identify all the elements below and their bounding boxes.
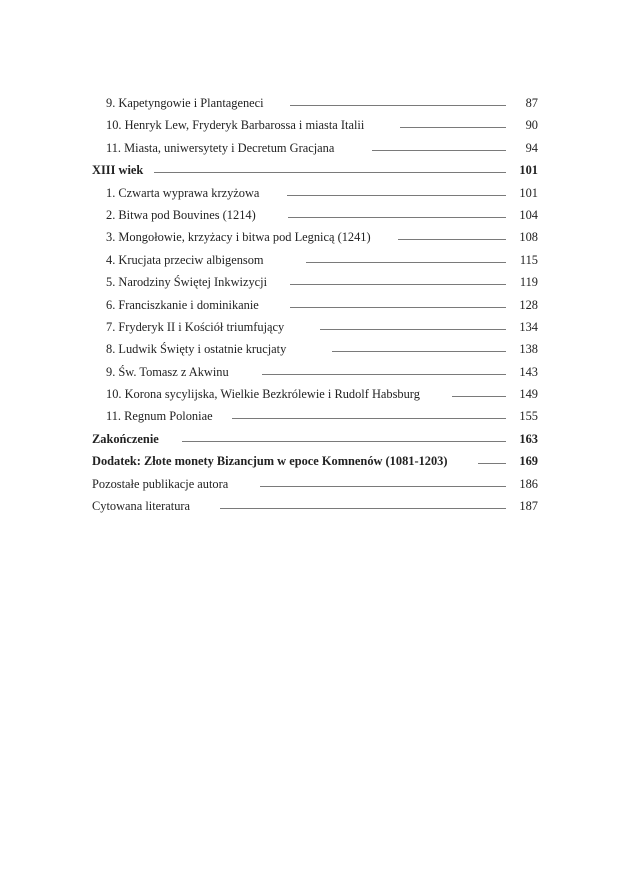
toc-chapter-entry xyxy=(92,428,538,450)
toc-leader-line xyxy=(332,351,506,352)
toc-leader-line xyxy=(262,374,506,375)
toc-leader-line xyxy=(154,172,506,173)
toc-entry xyxy=(92,204,538,226)
toc-entry-page: 128 xyxy=(519,297,538,312)
toc-leader-line xyxy=(320,329,506,330)
toc-leader-line xyxy=(306,262,506,263)
toc-chapter-title: XIII wiek xyxy=(92,163,144,178)
toc-entry-title: 4. Krucjata przeciw albigensom xyxy=(106,252,264,267)
toc-leader-line xyxy=(290,284,506,285)
toc-entry-page: 115 xyxy=(519,252,538,267)
toc-leader-line xyxy=(260,486,506,487)
toc-entry xyxy=(92,338,538,360)
toc-entry-page: 90 xyxy=(525,118,538,133)
toc-entry-page: 108 xyxy=(519,230,538,245)
toc-entry xyxy=(92,114,538,136)
toc-chapter-page: 101 xyxy=(519,163,538,178)
toc-chapter-page: 169 xyxy=(519,454,538,469)
toc-leader-line xyxy=(452,396,506,397)
toc-entry xyxy=(92,182,538,204)
toc-entry-page: 149 xyxy=(519,387,538,402)
toc-leader-line xyxy=(182,441,506,442)
toc-entry-title: 7. Fryderyk II i Kościół triumfujący xyxy=(106,319,285,334)
toc-entry-title: 2. Bitwa pod Bouvines (1214) xyxy=(106,207,256,222)
toc-entry-page: 101 xyxy=(519,185,538,200)
table-of-contents xyxy=(92,92,538,517)
toc-entry xyxy=(92,316,538,338)
toc-entry-title: 6. Franciszkanie i dominikanie xyxy=(106,297,259,312)
toc-leader-line xyxy=(400,127,506,128)
toc-entry-title: 1. Czwarta wyprawa krzyżowa xyxy=(106,185,260,200)
toc-entry-title: 5. Narodziny Świętej Inkwizycji xyxy=(106,275,268,290)
toc-entry-title: 3. Mongołowie, krzyżacy i bitwa pod Legnicą (1241) xyxy=(106,230,371,245)
toc-entry xyxy=(92,137,538,159)
toc-entry xyxy=(92,361,538,383)
toc-entry-title: 11. Miasta, uniwersytety i Decretum Gracjana xyxy=(106,140,335,155)
toc-leader-line xyxy=(220,508,506,509)
toc-entry xyxy=(92,271,538,293)
toc-entry-page: 155 xyxy=(519,409,538,424)
toc-entry-page: 134 xyxy=(519,319,538,334)
toc-chapter-title: Dodatek: Złote monety Bizancjum w epoce Komnenów (1081-1203) xyxy=(92,454,448,469)
toc-chapter-entry xyxy=(92,159,538,181)
toc-entry-page: 104 xyxy=(519,207,538,222)
toc-chapter-entry xyxy=(92,450,538,472)
toc-leader-line xyxy=(287,195,506,196)
toc-entry xyxy=(92,249,538,271)
toc-leader-line xyxy=(478,463,506,464)
toc-entry xyxy=(92,383,538,405)
toc-entry-title: Pozostałe publikacje autora xyxy=(92,476,229,491)
toc-chapter-title: Zakończenie xyxy=(92,431,159,446)
toc-leader-line xyxy=(232,418,506,419)
toc-entry-title: 9. Św. Tomasz z Akwinu xyxy=(106,364,229,379)
toc-entry-page: 87 xyxy=(525,96,538,110)
toc-entry-page: 187 xyxy=(519,499,538,514)
toc-leader-line xyxy=(398,239,506,240)
toc-entry xyxy=(92,92,538,114)
toc-entry xyxy=(92,405,538,427)
toc-entry-title: 11. Regnum Poloniae xyxy=(106,409,213,424)
toc-entry xyxy=(92,294,538,316)
toc-chapter-page: 163 xyxy=(519,431,538,446)
toc-entry-page: 94 xyxy=(525,140,538,155)
toc-entry xyxy=(92,473,538,495)
toc-leader-line xyxy=(290,105,506,106)
toc-leader-line xyxy=(288,217,506,218)
toc-entry-title: 10. Henryk Lew, Fryderyk Barbarossa i miasta Italii xyxy=(106,118,365,133)
toc-entry-title: 10. Korona sycylijska, Wielkie Bezkrólewie i Rudolf Habsburg xyxy=(106,387,420,402)
toc-entry-page: 138 xyxy=(519,342,538,357)
toc-entry-title: Cytowana literatura xyxy=(92,499,191,514)
toc-leader-line xyxy=(290,307,506,308)
toc-entry-page: 186 xyxy=(519,476,538,491)
toc-entry-title: 8. Ludwik Święty i ostatnie krucjaty xyxy=(106,342,287,357)
toc-entry-title: 9. Kapetyngowie i Plantageneci xyxy=(106,96,264,110)
toc-entry-page: 143 xyxy=(519,364,538,379)
toc-entry xyxy=(92,226,538,248)
toc-leader-line xyxy=(372,150,506,151)
toc-entry xyxy=(92,495,538,517)
toc-entry-page: 119 xyxy=(519,275,538,290)
